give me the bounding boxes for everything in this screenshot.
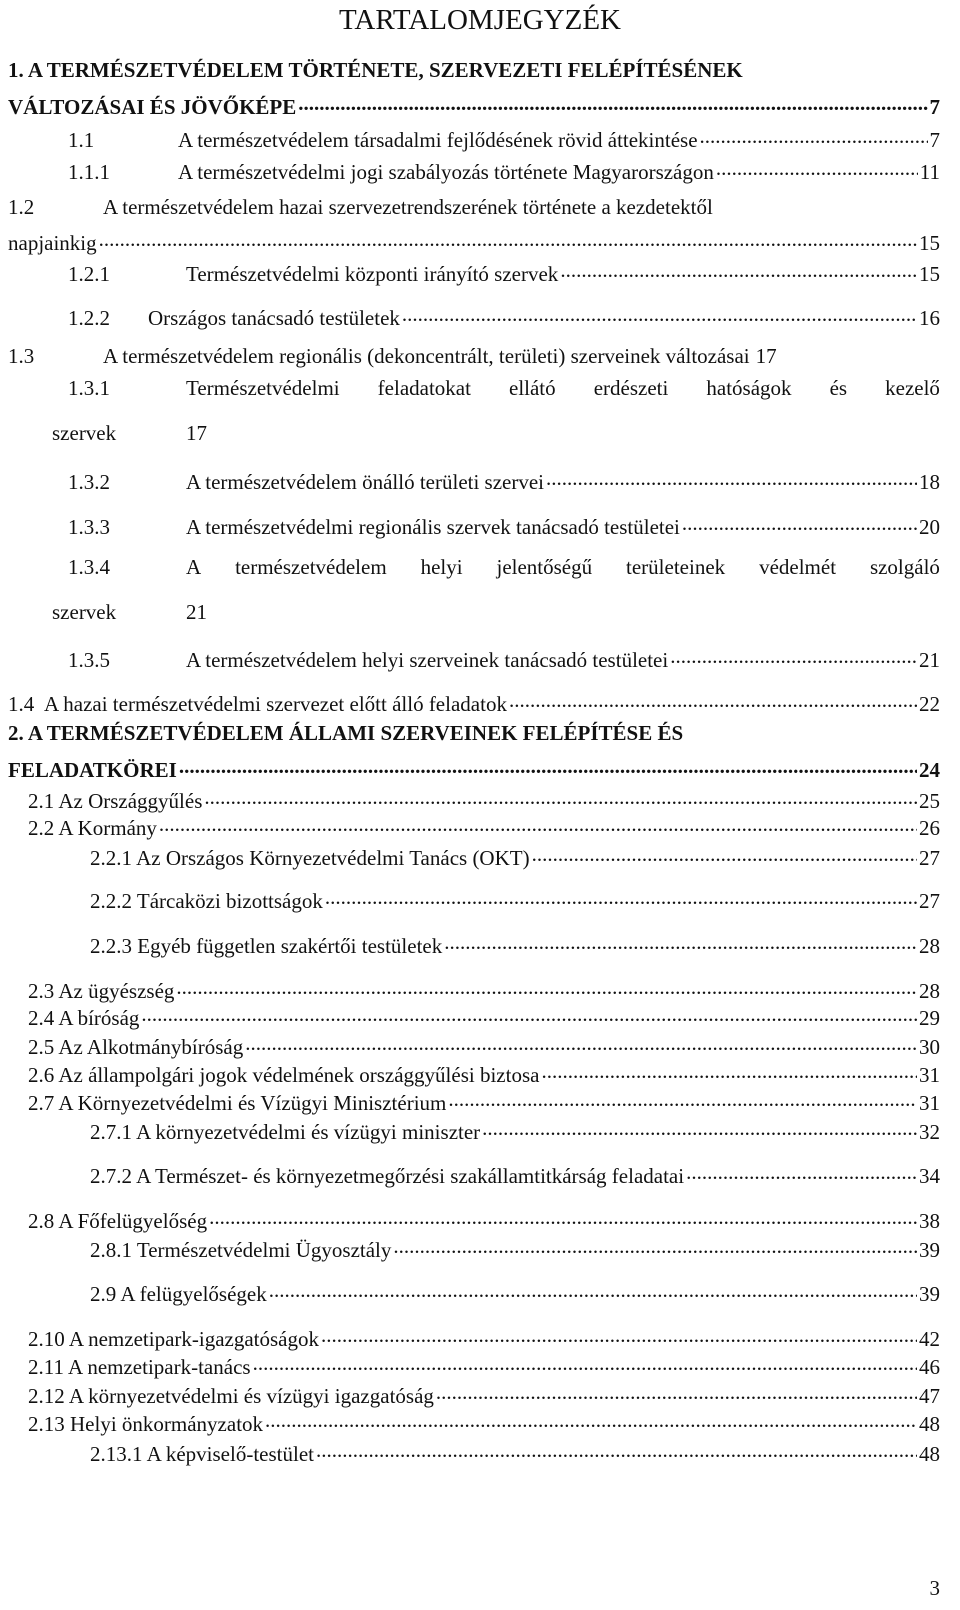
toc-entry-2-4[interactable] bbox=[28, 1004, 940, 1029]
entry-text: 2.10 A nemzetipark-igazgatóságok bbox=[28, 1327, 319, 1351]
dot-leader bbox=[269, 1280, 917, 1301]
toc-entry-chapter-1[interactable] bbox=[8, 93, 940, 118]
entry-number: 1.3 bbox=[8, 344, 35, 368]
entry-text: 2.5 Az Alkotmánybíróság bbox=[28, 1035, 244, 1059]
dot-leader bbox=[532, 844, 917, 865]
toc-entry-2-7[interactable] bbox=[28, 1089, 940, 1114]
entry-number: 1.3.2 bbox=[68, 470, 110, 494]
dot-leader bbox=[402, 304, 917, 325]
dot-leader bbox=[482, 1118, 917, 1139]
entry-page: 48 bbox=[919, 1412, 940, 1436]
toc-entry-2-1[interactable] bbox=[28, 787, 940, 812]
entry-page: 27 bbox=[919, 889, 940, 913]
toc-entry-1-3-1-line1[interactable] bbox=[186, 378, 940, 399]
entry-text: A természetvédelmi jogi szabályozás története Magyarországon bbox=[178, 160, 714, 184]
entry-text-cont: szervek bbox=[52, 600, 117, 624]
dot-leader bbox=[448, 1089, 917, 1110]
toc-entry-1-3-4-line1[interactable] bbox=[186, 557, 940, 578]
entry-page: 20 bbox=[919, 515, 940, 539]
entry-word: erdészeti bbox=[593, 376, 669, 400]
toc-entry-chapter-2[interactable] bbox=[8, 756, 940, 781]
toc-entry-2-3[interactable] bbox=[28, 977, 940, 1002]
dot-leader bbox=[245, 1033, 917, 1054]
entry-number-1-3-4: 1.3.4 bbox=[68, 555, 110, 579]
entry-page: 46 bbox=[919, 1355, 940, 1379]
dot-leader bbox=[316, 1440, 917, 1461]
dot-leader bbox=[393, 1236, 917, 1257]
entry-page: 21 bbox=[186, 600, 207, 624]
entry-text: A hazai természetvédelmi szervezet előtt álló feladatok bbox=[44, 692, 507, 716]
entry-page: 21 bbox=[919, 648, 940, 672]
dot-leader bbox=[321, 1325, 917, 1346]
entry-text: Természetvédelmi központi irányító szervek bbox=[186, 262, 559, 286]
entry-text: A természetvédelem hazai szervezetrendszerének története a kezdetektől bbox=[103, 195, 713, 219]
entry-number: 1.2 bbox=[8, 195, 35, 219]
entry-page: 15 bbox=[919, 262, 940, 286]
entry-word: ellátó bbox=[509, 376, 556, 400]
entry-page: 29 bbox=[919, 1006, 940, 1030]
entry-page: 15 bbox=[919, 231, 940, 255]
entry-page: 28 bbox=[919, 934, 940, 958]
toc-title: TARTALOMJEGYZÉK bbox=[339, 4, 621, 36]
toc-entry-2-12[interactable] bbox=[28, 1382, 940, 1407]
entry-text: VÁLTOZÁSAI ÉS JÖVŐKÉPE bbox=[8, 95, 297, 119]
entry-page: 42 bbox=[919, 1327, 940, 1351]
entry-number: 1.3.5 bbox=[68, 648, 110, 672]
toc-entry-1-1-1[interactable] bbox=[68, 158, 940, 183]
entry-page: 16 bbox=[919, 306, 940, 330]
dot-leader bbox=[179, 756, 917, 777]
entry-page: 24 bbox=[919, 758, 940, 782]
dot-leader bbox=[541, 1061, 917, 1082]
toc-entry-1-2[interactable] bbox=[8, 229, 940, 254]
entry-text: A természetvédelmi regionális szervek tanácsadó testületei bbox=[186, 515, 680, 539]
entry-text: 2.1 Az Országgyűlés bbox=[28, 789, 203, 813]
entry-page: 31 bbox=[919, 1091, 940, 1115]
toc-entry-2-2-1[interactable] bbox=[90, 844, 940, 869]
entry-word: területeinek bbox=[626, 555, 726, 579]
dot-leader bbox=[265, 1410, 917, 1431]
entry-text: 2.4 A bíróság bbox=[28, 1006, 140, 1030]
toc-entry-1-3[interactable] bbox=[8, 346, 940, 367]
entry-text: 2.13.1 A képviselő-testület bbox=[90, 1442, 314, 1466]
toc-entry-1-3-2[interactable] bbox=[68, 468, 940, 493]
toc-entry-2-5[interactable] bbox=[28, 1033, 940, 1058]
toc-entry-2-2[interactable] bbox=[28, 814, 940, 839]
entry-text-cont: szervek bbox=[52, 421, 117, 445]
entry-text: 2.7.1 A környezetvédelmi és vízügyi miniszter bbox=[90, 1120, 481, 1144]
dot-leader bbox=[560, 260, 917, 281]
entry-word: szolgáló bbox=[869, 555, 940, 579]
dot-leader bbox=[686, 1162, 917, 1183]
chapter-2-title-line1: 2. A TERMÉSZETVÉDELEM ÁLLAMI SZERVEINEK FELÉPÍTÉSE ÉS bbox=[8, 721, 684, 745]
entry-page: 39 bbox=[919, 1238, 940, 1262]
entry-text: 2.12 A környezetvédelmi és vízügyi igazgatóság bbox=[28, 1384, 434, 1408]
toc-entry-2-8[interactable] bbox=[28, 1207, 940, 1232]
entry-text: FELADATKÖREI bbox=[8, 758, 177, 782]
dot-leader bbox=[253, 1353, 917, 1374]
entry-word: feladatokat bbox=[377, 376, 471, 400]
entry-page: 26 bbox=[919, 816, 940, 840]
entry-text: 2.2.3 Egyéb független szakértői testületek bbox=[90, 934, 443, 958]
entry-page: 17 bbox=[755, 344, 777, 368]
entry-page: 25 bbox=[919, 789, 940, 813]
entry-text: A természetvédelem társadalmi fejlődésének rövid áttekintése bbox=[178, 128, 698, 152]
dot-leader bbox=[546, 468, 917, 489]
entry-text: 2.8.1 Természetvédelmi Ügyosztály bbox=[90, 1238, 392, 1262]
entry-page: 7 bbox=[929, 128, 940, 152]
entry-text: 2.7 A Környezetvédelmi és Vízügyi Minisztérium bbox=[28, 1091, 447, 1115]
entry-page: 38 bbox=[919, 1209, 940, 1233]
dot-leader bbox=[325, 887, 917, 908]
toc-entry-1-3-3[interactable] bbox=[68, 513, 940, 538]
entry-word: Természetvédelmi bbox=[186, 376, 340, 400]
toc-entry-1-2-line1 bbox=[8, 197, 713, 218]
dot-leader bbox=[176, 977, 917, 998]
dot-leader bbox=[209, 1207, 917, 1228]
toc-entry-1-1[interactable] bbox=[68, 126, 940, 151]
dot-leader bbox=[716, 158, 918, 179]
entry-page: 28 bbox=[919, 979, 940, 1003]
entry-text: 2.6 Az állampolgári jogok védelmének országgyűlési biztosa bbox=[28, 1063, 540, 1087]
entry-text: 2.2.2 Tárcaközi bizottságok bbox=[90, 889, 323, 913]
dot-leader bbox=[159, 814, 917, 835]
entry-text: 2.8 A Főfelügyelőség bbox=[28, 1209, 208, 1233]
entry-page: 31 bbox=[919, 1063, 940, 1087]
entry-word: hatóságok bbox=[706, 376, 792, 400]
toc-entry-1-3-5[interactable] bbox=[68, 646, 940, 671]
entry-text: 2.7.2 A Természet- és környezetmegőrzési szakállamtitkárság feladatai bbox=[90, 1164, 685, 1188]
entry-page: 48 bbox=[919, 1442, 940, 1466]
toc-entry-1-2-2[interactable] bbox=[68, 304, 940, 329]
entry-text: 2.3 Az ügyészség bbox=[28, 979, 175, 1003]
entry-text: 2.9 A felügyelőségek bbox=[90, 1282, 267, 1306]
entry-page: 39 bbox=[919, 1282, 940, 1306]
entry-text: 2.11 A nemzetipark-tanács bbox=[28, 1355, 251, 1379]
entry-number: 1.2.2 bbox=[68, 306, 110, 330]
toc-entry-2-2-2[interactable] bbox=[90, 887, 940, 912]
dot-leader bbox=[204, 787, 917, 808]
toc-entry-1-4[interactable] bbox=[8, 690, 940, 715]
entry-page: 11 bbox=[919, 160, 940, 184]
entry-number: 1.4 bbox=[8, 692, 35, 716]
dot-leader bbox=[141, 1004, 917, 1025]
entry-word: jelentőségű bbox=[496, 555, 593, 579]
dot-leader bbox=[700, 126, 928, 147]
dot-leader bbox=[99, 229, 917, 250]
toc-entry-1-2-1[interactable] bbox=[68, 260, 940, 285]
entry-word: kezelő bbox=[885, 376, 940, 400]
entry-number-1-3-1: 1.3.1 bbox=[68, 376, 110, 400]
entry-page: 17 bbox=[186, 421, 207, 445]
dot-leader bbox=[298, 93, 927, 114]
entry-text: 2.2 A Kormány bbox=[28, 816, 157, 840]
dot-leader bbox=[444, 932, 917, 953]
dot-leader bbox=[509, 690, 917, 711]
entry-word: természetvédelem bbox=[235, 555, 387, 579]
entry-page: 34 bbox=[919, 1164, 940, 1188]
entry-text: A természetvédelem regionális (dekoncentrált, területi) szerveinek változásai bbox=[103, 344, 750, 368]
toc-entry-2-8-1[interactable] bbox=[90, 1236, 940, 1261]
toc-entry-2-7-2[interactable] bbox=[90, 1162, 940, 1187]
entry-page: 7 bbox=[929, 95, 940, 119]
entry-text: A természetvédelem helyi szerveinek tanácsadó testületei bbox=[186, 648, 669, 672]
toc-entry-2-13-1[interactable] bbox=[90, 1440, 940, 1465]
chapter-1-title-line1: 1. A TERMÉSZETVÉDELEM TÖRTÉNETE, SZERVEZETI FELÉPÍTÉSÉNEK bbox=[8, 58, 743, 82]
dot-leader bbox=[436, 1382, 917, 1403]
entry-text: 2.13 Helyi önkormányzatok bbox=[28, 1412, 264, 1436]
entry-text: Országos tanácsadó testületek bbox=[148, 306, 400, 330]
toc-entry-2-7-1[interactable] bbox=[90, 1118, 940, 1143]
toc-entry-2-10[interactable] bbox=[28, 1325, 940, 1350]
entry-number: 1.2.1 bbox=[68, 262, 110, 286]
page-number: 3 bbox=[929, 1576, 940, 1600]
entry-text: 2.2.1 Az Országos Környezetvédelmi Tanács (OKT) bbox=[90, 846, 530, 870]
toc-entry-2-6[interactable] bbox=[28, 1061, 940, 1086]
toc-entry-2-2-3[interactable] bbox=[90, 932, 940, 957]
entry-word: és bbox=[829, 376, 848, 400]
toc-entry-2-11[interactable] bbox=[28, 1353, 940, 1378]
entry-page: 27 bbox=[919, 846, 940, 870]
entry-text: napjainkig bbox=[8, 231, 97, 255]
entry-page: 47 bbox=[919, 1384, 940, 1408]
entry-page: 22 bbox=[919, 692, 940, 716]
entry-page: 32 bbox=[919, 1120, 940, 1144]
entry-number: 1.1 bbox=[68, 128, 95, 152]
dot-leader bbox=[682, 513, 917, 534]
dot-leader bbox=[670, 646, 917, 667]
entry-number: 1.1.1 bbox=[68, 160, 110, 184]
toc-entry-2-9[interactable] bbox=[90, 1280, 940, 1305]
entry-word: helyi bbox=[420, 555, 463, 579]
toc-entry-2-13[interactable] bbox=[28, 1410, 940, 1435]
entry-word: A bbox=[186, 555, 202, 579]
entry-page: 30 bbox=[919, 1035, 940, 1059]
entry-number: 1.3.3 bbox=[68, 515, 110, 539]
entry-word: védelmét bbox=[759, 555, 837, 579]
entry-page: 18 bbox=[919, 470, 940, 494]
entry-text: A természetvédelem önálló területi szervei bbox=[186, 470, 545, 494]
